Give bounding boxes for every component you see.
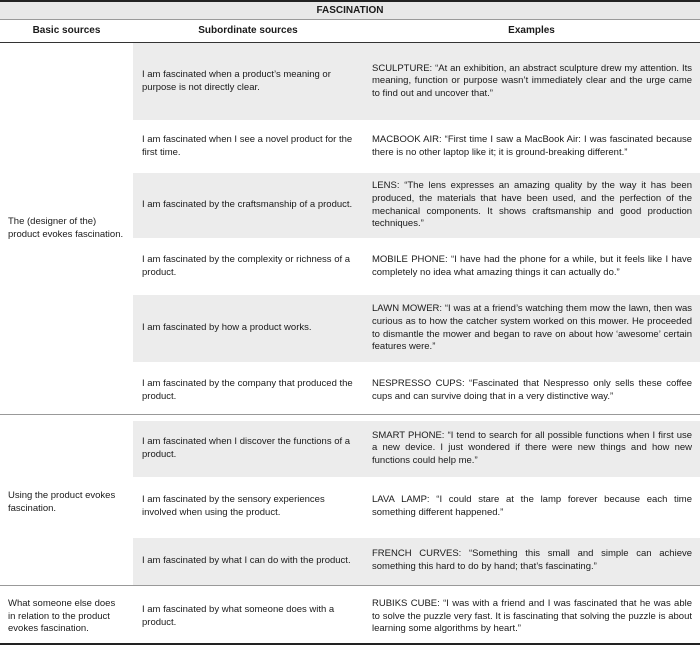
subordinate-source: I am fascinated by the craftsmanship of a product. (133, 171, 363, 241)
table-row (0, 421, 700, 479)
table-row (0, 43, 700, 123)
subordinate-source: I am fascinated by what someone does with a product. (133, 592, 363, 644)
example: NESPRESSO CUPS: “Fascinated that Nespresso only sells these coffee cups and can survive doing that in a very distinctive way.” (363, 365, 700, 415)
example: LENS: “The lens expresses an amazing quality by the way it has been produced, the materials that have been used, and the perfection of the mechanical components. It shows craftsmanship and good production techniques.” (363, 171, 700, 241)
table-title-row (0, 1, 700, 20)
example: SCULPTURE: “At an exhibition, an abstract sculpture drew my attention. Its meaning, function or purpose wasn’t immediately clear and the urge came to find out and uncover that.” (363, 43, 700, 123)
subordinate-source: I am fascinated by the company that produced the product. (133, 365, 363, 415)
basic-source-designer: The (designer of the) product evokes fascination. (0, 43, 133, 415)
example: MACBOOK AIR: “First time I saw a MacBook Air: I was fascinated because there is no other laptop like it; it is ground-breaking different.” (363, 123, 700, 171)
example: SMART PHONE: “I tend to search for all possible functions when I first use a new device. I just wondered if there were new things and how new functions could help me.” (363, 421, 700, 479)
example: FRENCH CURVES: “Something this small and simple can achieve something this hard to do by hand; that’s fascinating.” (363, 535, 700, 585)
subordinate-source: I am fascinated when I discover the functions of a product. (133, 421, 363, 479)
column-header-row (0, 20, 700, 43)
example: MOBILE PHONE: “I have had the phone for a while, but it feels like I have completely no idea what amazing things it can actually do.” (363, 241, 700, 293)
example: LAVA LAMP: “I could stare at the lamp forever because each time something different happened.” (363, 479, 700, 535)
header-examples: Examples (363, 20, 700, 43)
basic-source-using: Using the product evokes fascination. (0, 421, 133, 585)
subordinate-source: I am fascinated by how a product works. (133, 293, 363, 365)
subordinate-source: I am fascinated by what I can do with the product. (133, 535, 363, 585)
table-title: FASCINATION (0, 1, 700, 20)
header-subordinate-sources: Subordinate sources (133, 20, 363, 43)
subordinate-source: I am fascinated when I see a novel product for the first time. (133, 123, 363, 171)
subordinate-source: I am fascinated when a product’s meaning or purpose is not directly clear. (133, 43, 363, 123)
table-row (0, 592, 700, 644)
basic-source-someone-else: What someone else does in relation to the product evokes fascination. (0, 592, 133, 644)
example: LAWN MOWER: “I was at a friend’s watching them mow the lawn, then was curious as to how the catcher system worked on this mower. He proceeded to dismantle the mower and began to rave on about how ‘awesome’ certain features were.” (363, 293, 700, 365)
subordinate-source: I am fascinated by the complexity or richness of a product. (133, 241, 363, 293)
subordinate-source: I am fascinated by the sensory experiences involved when using the product. (133, 479, 363, 535)
example: RUBIKS CUBE: “I was with a friend and I was fascinated that he was able to solve the puzzle very fast. It is fascinating that solving the puzzle is about learning some algorithms by heart.” (363, 592, 700, 644)
header-basic-sources: Basic sources (0, 20, 133, 43)
